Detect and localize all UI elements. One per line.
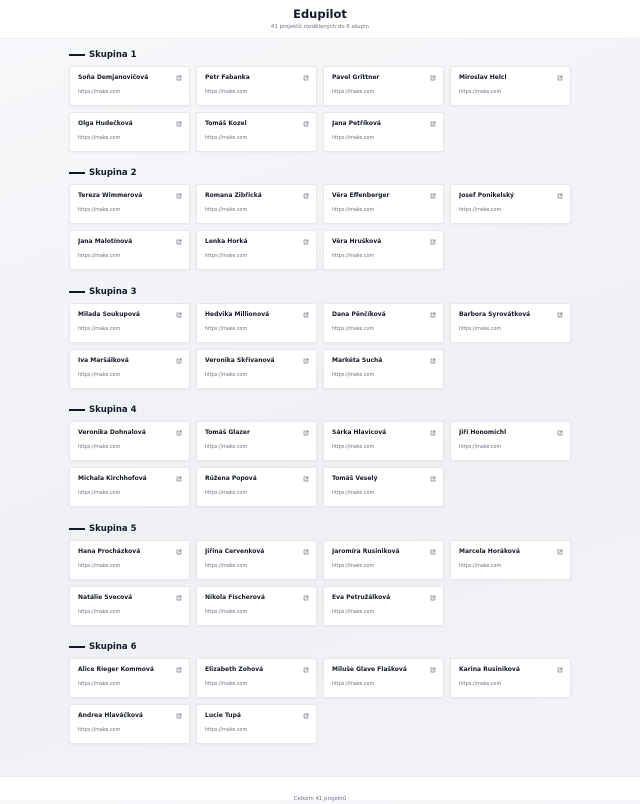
external-link-icon[interactable] <box>303 239 309 245</box>
heading-line <box>69 646 85 648</box>
project-card[interactable] <box>69 421 190 461</box>
project-grid <box>69 66 571 152</box>
project-url: https://make.com <box>332 564 375 569</box>
project-card[interactable] <box>450 421 571 461</box>
project-name: Dana Pěnčíková <box>332 311 386 318</box>
project-card[interactable] <box>323 349 444 389</box>
project-name: Romana Žibřická <box>205 192 262 199</box>
heading-line <box>69 54 85 56</box>
page-header <box>0 0 640 39</box>
project-grid <box>69 303 571 389</box>
project-url: https://make.com <box>205 445 248 450</box>
project-name: Eva Petružálková <box>332 594 391 601</box>
external-link-icon[interactable] <box>303 595 309 601</box>
external-link-icon[interactable] <box>176 312 182 318</box>
project-url: https://make.com <box>78 90 121 95</box>
project-url: https://make.com <box>332 610 375 615</box>
external-link-icon[interactable] <box>430 549 436 555</box>
page-footer <box>0 776 640 800</box>
project-url: https://make.com <box>78 682 121 687</box>
project-name: Šárka Hlavicová <box>332 429 387 436</box>
external-link-icon[interactable] <box>430 75 436 81</box>
project-card[interactable] <box>69 349 190 389</box>
group-heading <box>69 50 571 60</box>
project-name: Veronika Skřivanová <box>205 357 275 364</box>
external-link-icon[interactable] <box>430 312 436 318</box>
project-name: Lenka Horká <box>205 238 248 245</box>
project-name: Soňa Demjanovičová <box>78 74 149 81</box>
project-url: https://make.com <box>459 208 502 213</box>
project-card[interactable] <box>69 303 190 343</box>
group-section <box>69 524 571 626</box>
external-link-icon[interactable] <box>557 549 563 555</box>
external-link-icon[interactable] <box>557 430 563 436</box>
project-name: Nikola Fischerová <box>205 594 265 601</box>
external-link-icon[interactable] <box>303 667 309 673</box>
page-subtitle: 41 projektů rozdělených do 6 skupin <box>270 24 370 30</box>
footer-total: Celkem 41 projektů <box>293 796 347 802</box>
project-card[interactable] <box>69 540 190 580</box>
external-link-icon[interactable] <box>303 476 309 482</box>
groups-container <box>0 39 640 777</box>
project-name: Marcela Horáková <box>459 548 520 555</box>
project-name: Věra Effenberger <box>332 192 390 199</box>
external-link-icon[interactable] <box>430 239 436 245</box>
group-heading <box>69 642 571 652</box>
project-card[interactable] <box>196 349 317 389</box>
project-url: https://make.com <box>78 208 121 213</box>
external-link-icon[interactable] <box>303 549 309 555</box>
project-card[interactable] <box>323 540 444 580</box>
group-section <box>69 405 571 507</box>
project-url: https://make.com <box>78 445 121 450</box>
external-link-icon[interactable] <box>303 75 309 81</box>
group-heading <box>69 287 571 297</box>
external-link-icon[interactable] <box>303 430 309 436</box>
project-grid <box>69 658 571 744</box>
project-card[interactable] <box>196 230 317 270</box>
group-heading <box>69 524 571 534</box>
project-name: Iva Maršálková <box>78 357 129 364</box>
project-url: https://make.com <box>205 90 248 95</box>
project-card[interactable] <box>323 421 444 461</box>
project-url: https://make.com <box>459 327 502 332</box>
project-name: Věra Hrušková <box>332 238 382 245</box>
project-url: https://make.com <box>78 610 121 615</box>
external-link-icon[interactable] <box>176 430 182 436</box>
project-url: https://make.com <box>205 682 248 687</box>
project-name: Tomáš Kozel <box>205 120 247 127</box>
project-url: https://make.com <box>205 373 248 378</box>
project-card[interactable] <box>69 184 190 224</box>
group-section <box>69 287 571 389</box>
project-name: Lucie Tupá <box>205 712 241 719</box>
project-card[interactable] <box>196 586 317 626</box>
project-card[interactable] <box>196 658 317 698</box>
project-url: https://make.com <box>459 90 502 95</box>
project-name: Veronika Dohnalová <box>78 429 146 436</box>
project-name: Elizabeth Žohová <box>205 666 264 673</box>
project-card[interactable] <box>323 66 444 106</box>
heading-line <box>69 291 85 293</box>
project-url: https://make.com <box>332 208 375 213</box>
group-section <box>69 642 571 744</box>
project-card[interactable] <box>450 540 571 580</box>
project-card[interactable] <box>196 66 317 106</box>
project-card[interactable] <box>323 230 444 270</box>
project-url: https://make.com <box>78 728 121 733</box>
project-url: https://make.com <box>78 254 121 259</box>
project-card[interactable] <box>69 112 190 152</box>
external-link-icon[interactable] <box>176 193 182 199</box>
project-name: Michala Kirchhofová <box>78 475 147 482</box>
external-link-icon[interactable] <box>303 312 309 318</box>
group-title: Skupina 4 <box>89 405 137 415</box>
heading-line <box>69 409 85 411</box>
project-url: https://make.com <box>332 254 375 259</box>
project-card[interactable] <box>196 467 317 507</box>
project-name: Olga Hudečková <box>78 120 133 127</box>
project-card[interactable] <box>196 184 317 224</box>
project-url: https://make.com <box>332 327 375 332</box>
group-heading <box>69 168 571 178</box>
project-card[interactable] <box>69 586 190 626</box>
project-url: https://make.com <box>459 445 502 450</box>
external-link-icon[interactable] <box>176 358 182 364</box>
project-name: Petr Fabanka <box>205 74 250 81</box>
project-card[interactable] <box>196 704 317 744</box>
external-link-icon[interactable] <box>430 667 436 673</box>
project-url: https://make.com <box>205 564 248 569</box>
external-link-icon[interactable] <box>176 713 182 719</box>
project-name: Růžena Popová <box>205 475 257 482</box>
project-url: https://make.com <box>78 373 121 378</box>
project-card[interactable] <box>69 66 190 106</box>
external-link-icon[interactable] <box>176 667 182 673</box>
project-card[interactable] <box>69 704 190 744</box>
heading-line <box>69 172 85 174</box>
project-url: https://make.com <box>459 682 502 687</box>
project-grid <box>69 421 571 507</box>
page-title: Edupilot <box>293 7 347 21</box>
project-url: https://make.com <box>78 327 121 332</box>
project-name: Jiří Honomichl <box>459 429 507 436</box>
project-url: https://make.com <box>332 136 375 141</box>
project-url: https://make.com <box>332 373 375 378</box>
project-card[interactable] <box>323 586 444 626</box>
project-name: Miroslav Helcl <box>459 74 507 81</box>
project-name: Jaromíra Rusiniková <box>332 548 400 555</box>
project-url: https://make.com <box>205 327 248 332</box>
project-url: https://make.com <box>78 136 121 141</box>
group-section <box>69 168 571 270</box>
group-title: Skupina 1 <box>89 50 137 60</box>
project-name: Miluše Glave Flašková <box>332 666 407 673</box>
project-name: Tereza Wimmerová <box>78 192 143 199</box>
project-url: https://make.com <box>459 564 502 569</box>
external-link-icon[interactable] <box>303 358 309 364</box>
project-name: Markéta Suchá <box>332 357 383 364</box>
group-heading <box>69 405 571 415</box>
project-card[interactable] <box>450 66 571 106</box>
external-link-icon[interactable] <box>176 75 182 81</box>
external-link-icon[interactable] <box>303 121 309 127</box>
external-link-icon[interactable] <box>557 312 563 318</box>
project-card[interactable] <box>450 658 571 698</box>
external-link-icon[interactable] <box>176 549 182 555</box>
project-grid <box>69 540 571 626</box>
external-link-icon[interactable] <box>303 713 309 719</box>
group-section <box>69 50 571 152</box>
project-url: https://make.com <box>205 208 248 213</box>
project-card[interactable] <box>323 112 444 152</box>
external-link-icon[interactable] <box>176 595 182 601</box>
project-card[interactable] <box>69 230 190 270</box>
project-url: https://make.com <box>332 90 375 95</box>
project-card[interactable] <box>196 112 317 152</box>
project-url: https://make.com <box>332 491 375 496</box>
heading-line <box>69 528 85 530</box>
external-link-icon[interactable] <box>557 193 563 199</box>
project-name: Milada Soukupová <box>78 311 140 318</box>
project-card[interactable] <box>323 658 444 698</box>
project-name: Andrea Hlaváčková <box>78 712 143 719</box>
project-card[interactable] <box>69 467 190 507</box>
project-card[interactable] <box>196 540 317 580</box>
external-link-icon[interactable] <box>303 193 309 199</box>
project-name: Hana Procházková <box>78 548 141 555</box>
project-url: https://make.com <box>78 564 121 569</box>
external-link-icon[interactable] <box>430 358 436 364</box>
project-name: Barbora Syrovátková <box>459 311 531 318</box>
project-name: Karina Rusiniková <box>459 666 520 673</box>
project-name: Hedvika Millionová <box>205 311 270 318</box>
project-url: https://make.com <box>205 136 248 141</box>
project-name: Natálie Švecová <box>78 594 133 601</box>
project-card[interactable] <box>69 658 190 698</box>
project-url: https://make.com <box>332 445 375 450</box>
external-link-icon[interactable] <box>430 430 436 436</box>
external-link-icon[interactable] <box>176 121 182 127</box>
project-url: https://make.com <box>205 491 248 496</box>
project-name: Pavel Grittner <box>332 74 380 81</box>
external-link-icon[interactable] <box>430 476 436 482</box>
project-card[interactable] <box>196 421 317 461</box>
external-link-icon[interactable] <box>557 667 563 673</box>
project-name: Jana Malotínová <box>78 238 133 245</box>
group-title: Skupina 3 <box>89 287 137 297</box>
external-link-icon[interactable] <box>176 476 182 482</box>
project-name: Jiřina Červenková <box>205 548 265 555</box>
project-card[interactable] <box>323 467 444 507</box>
project-card[interactable] <box>323 184 444 224</box>
project-card[interactable] <box>323 303 444 343</box>
project-card[interactable] <box>196 303 317 343</box>
group-title: Skupina 2 <box>89 168 137 178</box>
project-name: Josef Ponikelský <box>459 192 514 199</box>
project-name: Jana Petříková <box>332 120 381 127</box>
project-url: https://make.com <box>205 728 248 733</box>
project-name: Tomáš Veselý <box>332 475 378 482</box>
project-url: https://make.com <box>205 254 248 259</box>
group-title: Skupina 5 <box>89 524 137 534</box>
project-name: Alice Rieger Kommová <box>78 666 154 673</box>
external-link-icon[interactable] <box>430 121 436 127</box>
project-name: Tomáš Glazer <box>205 429 250 436</box>
project-grid <box>69 184 571 270</box>
external-link-icon[interactable] <box>430 193 436 199</box>
project-card[interactable] <box>450 184 571 224</box>
external-link-icon[interactable] <box>557 75 563 81</box>
project-card[interactable] <box>450 303 571 343</box>
project-url: https://make.com <box>205 610 248 615</box>
group-title: Skupina 6 <box>89 642 137 652</box>
project-url: https://make.com <box>332 682 375 687</box>
external-link-icon[interactable] <box>430 595 436 601</box>
project-url: https://make.com <box>78 491 121 496</box>
external-link-icon[interactable] <box>176 239 182 245</box>
